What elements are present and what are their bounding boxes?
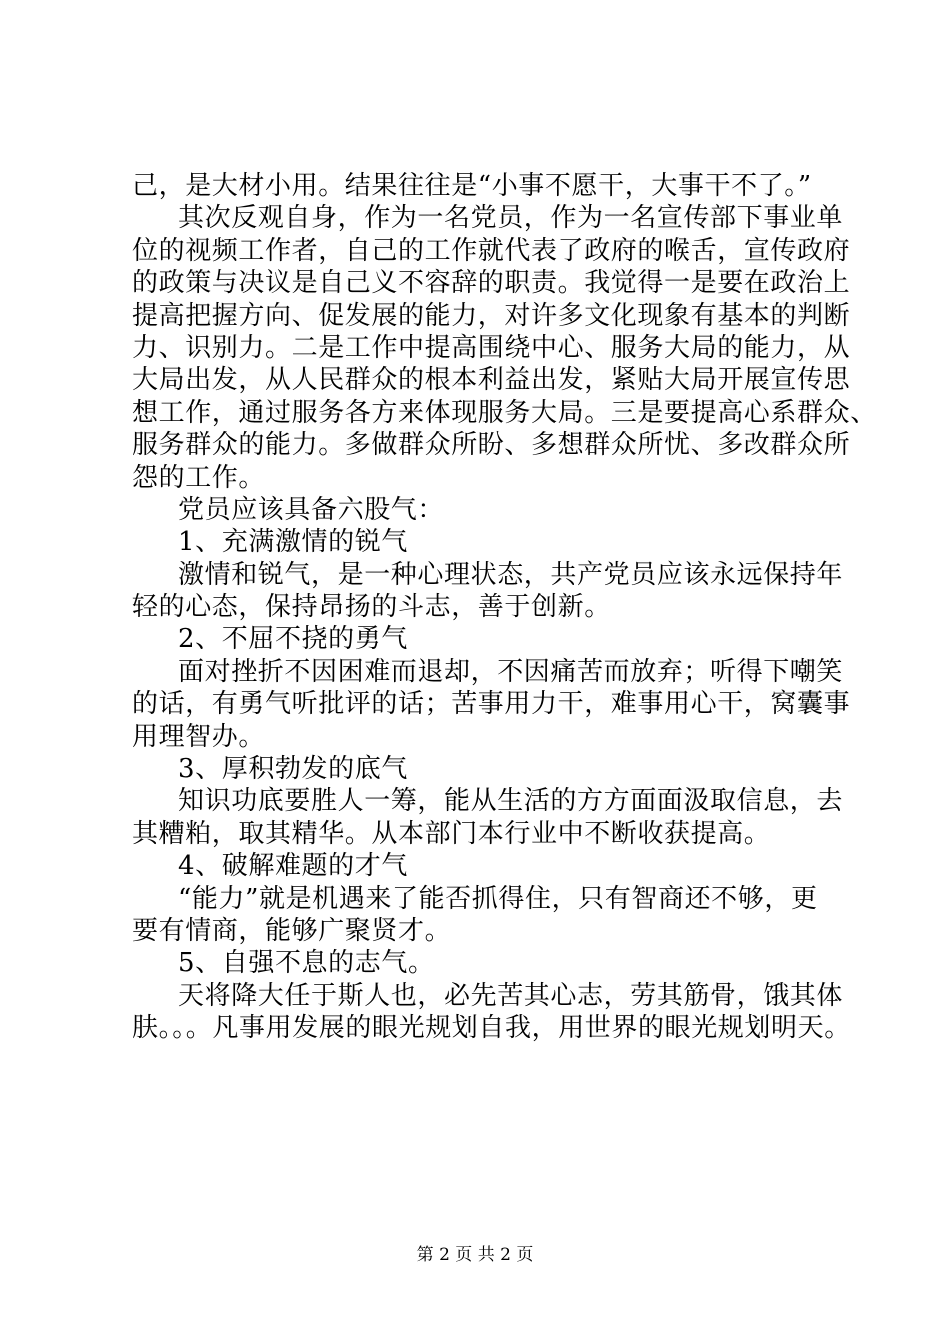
text-line: 力、识别力。二是工作中提高围绕中心、服务大局的能力，从 xyxy=(132,332,851,363)
text-line: 的话，有勇气听批评的话；苦事用力干，难事用心干，窝囊事 xyxy=(132,689,851,720)
text-line: 大局出发，从人民群众的根本利益出发，紧贴大局开展宣传思 xyxy=(132,365,851,396)
text-line: 面对挫折不因困难而退却，不因痛苦而放弃；听得下嘲笑 xyxy=(178,656,844,687)
text-line: 要有情商，能够广聚贤才。 xyxy=(132,915,452,946)
text-line: 的政策与决议是自己义不容辞的职责。我觉得一是要在政治上 xyxy=(132,268,851,299)
text-line: 其糟粕，取其精华。从本部门本行业中不断收获提高。 xyxy=(132,818,771,849)
text-line: 位的视频工作者，自己的工作就代表了政府的喉舌，宣传政府 xyxy=(132,235,851,266)
text-line: 2、不屈不挠的勇气 xyxy=(178,624,408,655)
text-line: 3、厚积勃发的底气 xyxy=(178,754,408,785)
page-footer: 第 2 页 共 2 页 xyxy=(416,1245,534,1265)
text-line: 怨的工作。 xyxy=(132,462,266,493)
text-line: “能力”就是机遇来了能否抓得住，只有智商还不够，更 xyxy=(178,883,818,914)
text-line: 用理智办。 xyxy=(132,721,266,752)
text-line: 己，是大材小用。结果往往是“小事不愿干，大事干不了。” xyxy=(132,171,812,201)
text-line: 知识功底要胜人一筹，能从生活的方方面面汲取信息，去 xyxy=(178,786,844,817)
text-line: 想工作，通过服务各方来体现服务大局。三是要提高心系群众、 xyxy=(132,397,877,428)
text-line: 肤。。。凡事用发展的眼光规划自我，用世界的眼光规划明天。 xyxy=(132,1013,851,1044)
text-line: 天将降大任于斯人也，必先苦其心志，劳其筋骨，饿其体 xyxy=(178,980,844,1011)
text-line: 其次反观自身，作为一名党员，作为一名宣传部下事业单 xyxy=(178,203,844,234)
text-line: 提高把握方向、促发展的能力，对许多文化现象有基本的判断 xyxy=(132,300,851,331)
text-line: 1、充满激情的锐气 xyxy=(178,527,408,558)
text-line: 5、自强不息的志气。 xyxy=(178,948,435,979)
text-line: 服务群众的能力。多做群众所盼、多想群众所忧、多改群众所 xyxy=(132,430,851,461)
text-line: 轻的心态，保持昂扬的斗志，善于创新。 xyxy=(132,592,611,623)
text-line: 4、破解难题的才气 xyxy=(178,851,408,882)
text-line: 党员应该具备六股气： xyxy=(178,494,445,525)
document-body xyxy=(132,170,877,1045)
text-line: 激情和锐气，是一种心理状态，共产党员应该永远保持年 xyxy=(178,559,844,590)
